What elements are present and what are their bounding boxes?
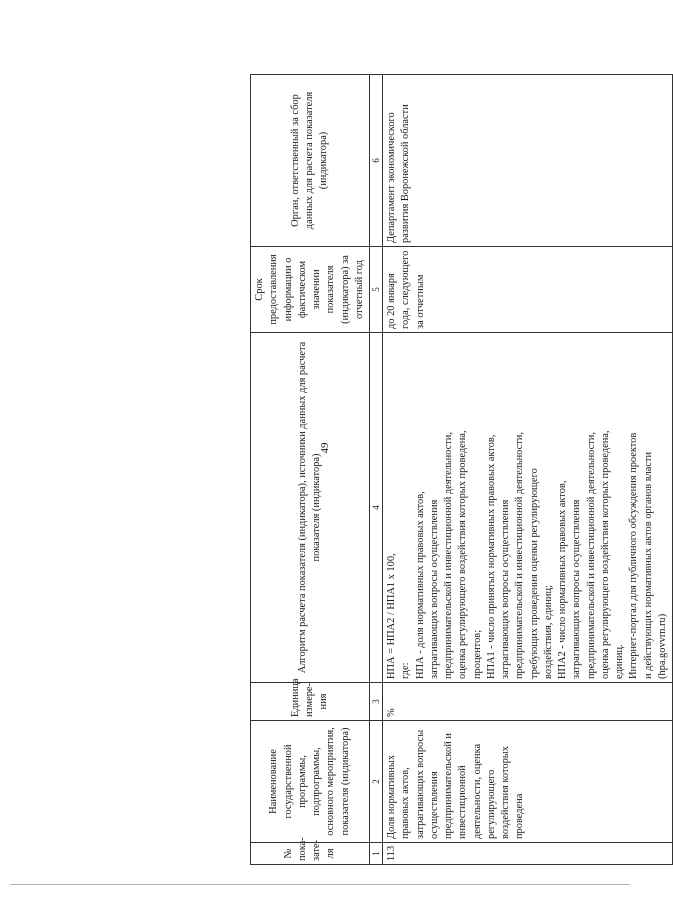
algorithm-line: требующих проведения оценки регулирующего [528,468,540,679]
header-responsible: Орган, ответственный за сбор данных для расчета показателя (индикатора) [251,75,370,247]
column-number: 3 [370,683,383,721]
rotated-table-area [250,75,668,865]
algorithm-line: (hpa.govvrn.ru) [656,613,668,679]
table-header-row [251,75,370,865]
column-number: 4 [370,333,383,683]
row-unit: % [383,683,673,721]
algorithm-line: процентов; [471,629,483,679]
algorithm-line: НПА1 - число принятых нормативных правовых актов, [485,434,497,679]
row-deadline: до 20 января года, следующего за отчетным [383,247,673,333]
row-responsible: Департамент экономического развития Воронежской области [383,75,673,247]
algorithm-line: Интернет-портал для публичного обсуждения проектов [628,432,640,679]
header-indicator-name: Наименование государственной программы, подпрограммы, основного мероприятия, показателя (индикатора) [251,721,370,843]
header-unit: Единица измере-ния [251,683,370,721]
algorithm-line: воздействия, единиц; [542,585,554,679]
indicator-table [250,74,673,865]
algorithm-line: затрагивающих вопросы осуществления [428,499,440,679]
column-number: 2 [370,721,383,843]
algorithm-line: где: [400,662,412,679]
algorithm-line: предпринимательской и инвестиционной деятельности, [585,432,597,679]
algorithm-line: затрагивающих вопросы осуществления [500,499,511,679]
algorithm-line: НПА - доля нормативных правовых актов, [414,491,426,679]
table-row [383,75,673,865]
row-algorithm [383,333,673,683]
page-number: 49 [319,442,331,454]
header-deadline: Срок предоставления информации о фактическом значении показателя (индикатора) за отчетный год [251,247,370,333]
row-indicator-number: 113 [383,843,673,865]
column-number: 1 [370,843,383,865]
header-indicator-number: № пока-зате-ля [251,843,370,865]
algorithm-line: затрагивающих вопросы осуществления [571,499,583,679]
algorithm-line: и действующих нормативных актов органов власти [642,451,654,679]
algorithm-line: оценка регулирующего воздействия которых проведена, [457,430,469,679]
column-number: 6 [370,75,383,247]
algorithm-line: единиц. [614,644,625,679]
landscape-table-container [250,75,668,865]
algorithm-line: предпринимательской и инвестиционной деятельности, [443,432,454,679]
column-number-row [370,75,383,865]
algorithm-line: предпринимательской и инвестиционной деятельности, [514,432,526,679]
row-indicator-name: Доля нормативных правовых актов, затрагивающих вопросы осуществления предпринимательской и инвестиционной деятельности, оценка регулирующего воздействия которых проведена [383,721,673,843]
header-algorithm: Алгоритм расчета показателя (индикатора), источники данных для расчета показателя (индикатора) [251,333,370,683]
algorithm-line: оценка регулирующего воздействия которых проведена, [599,430,611,679]
algorithm-line: НПА = НПА2 / НПА1 х 100, [386,553,397,679]
column-number: 5 [370,247,383,333]
algorithm-line: НПА2 - число нормативных правовых актов, [557,480,568,679]
page-bottom-rule [10,884,630,885]
